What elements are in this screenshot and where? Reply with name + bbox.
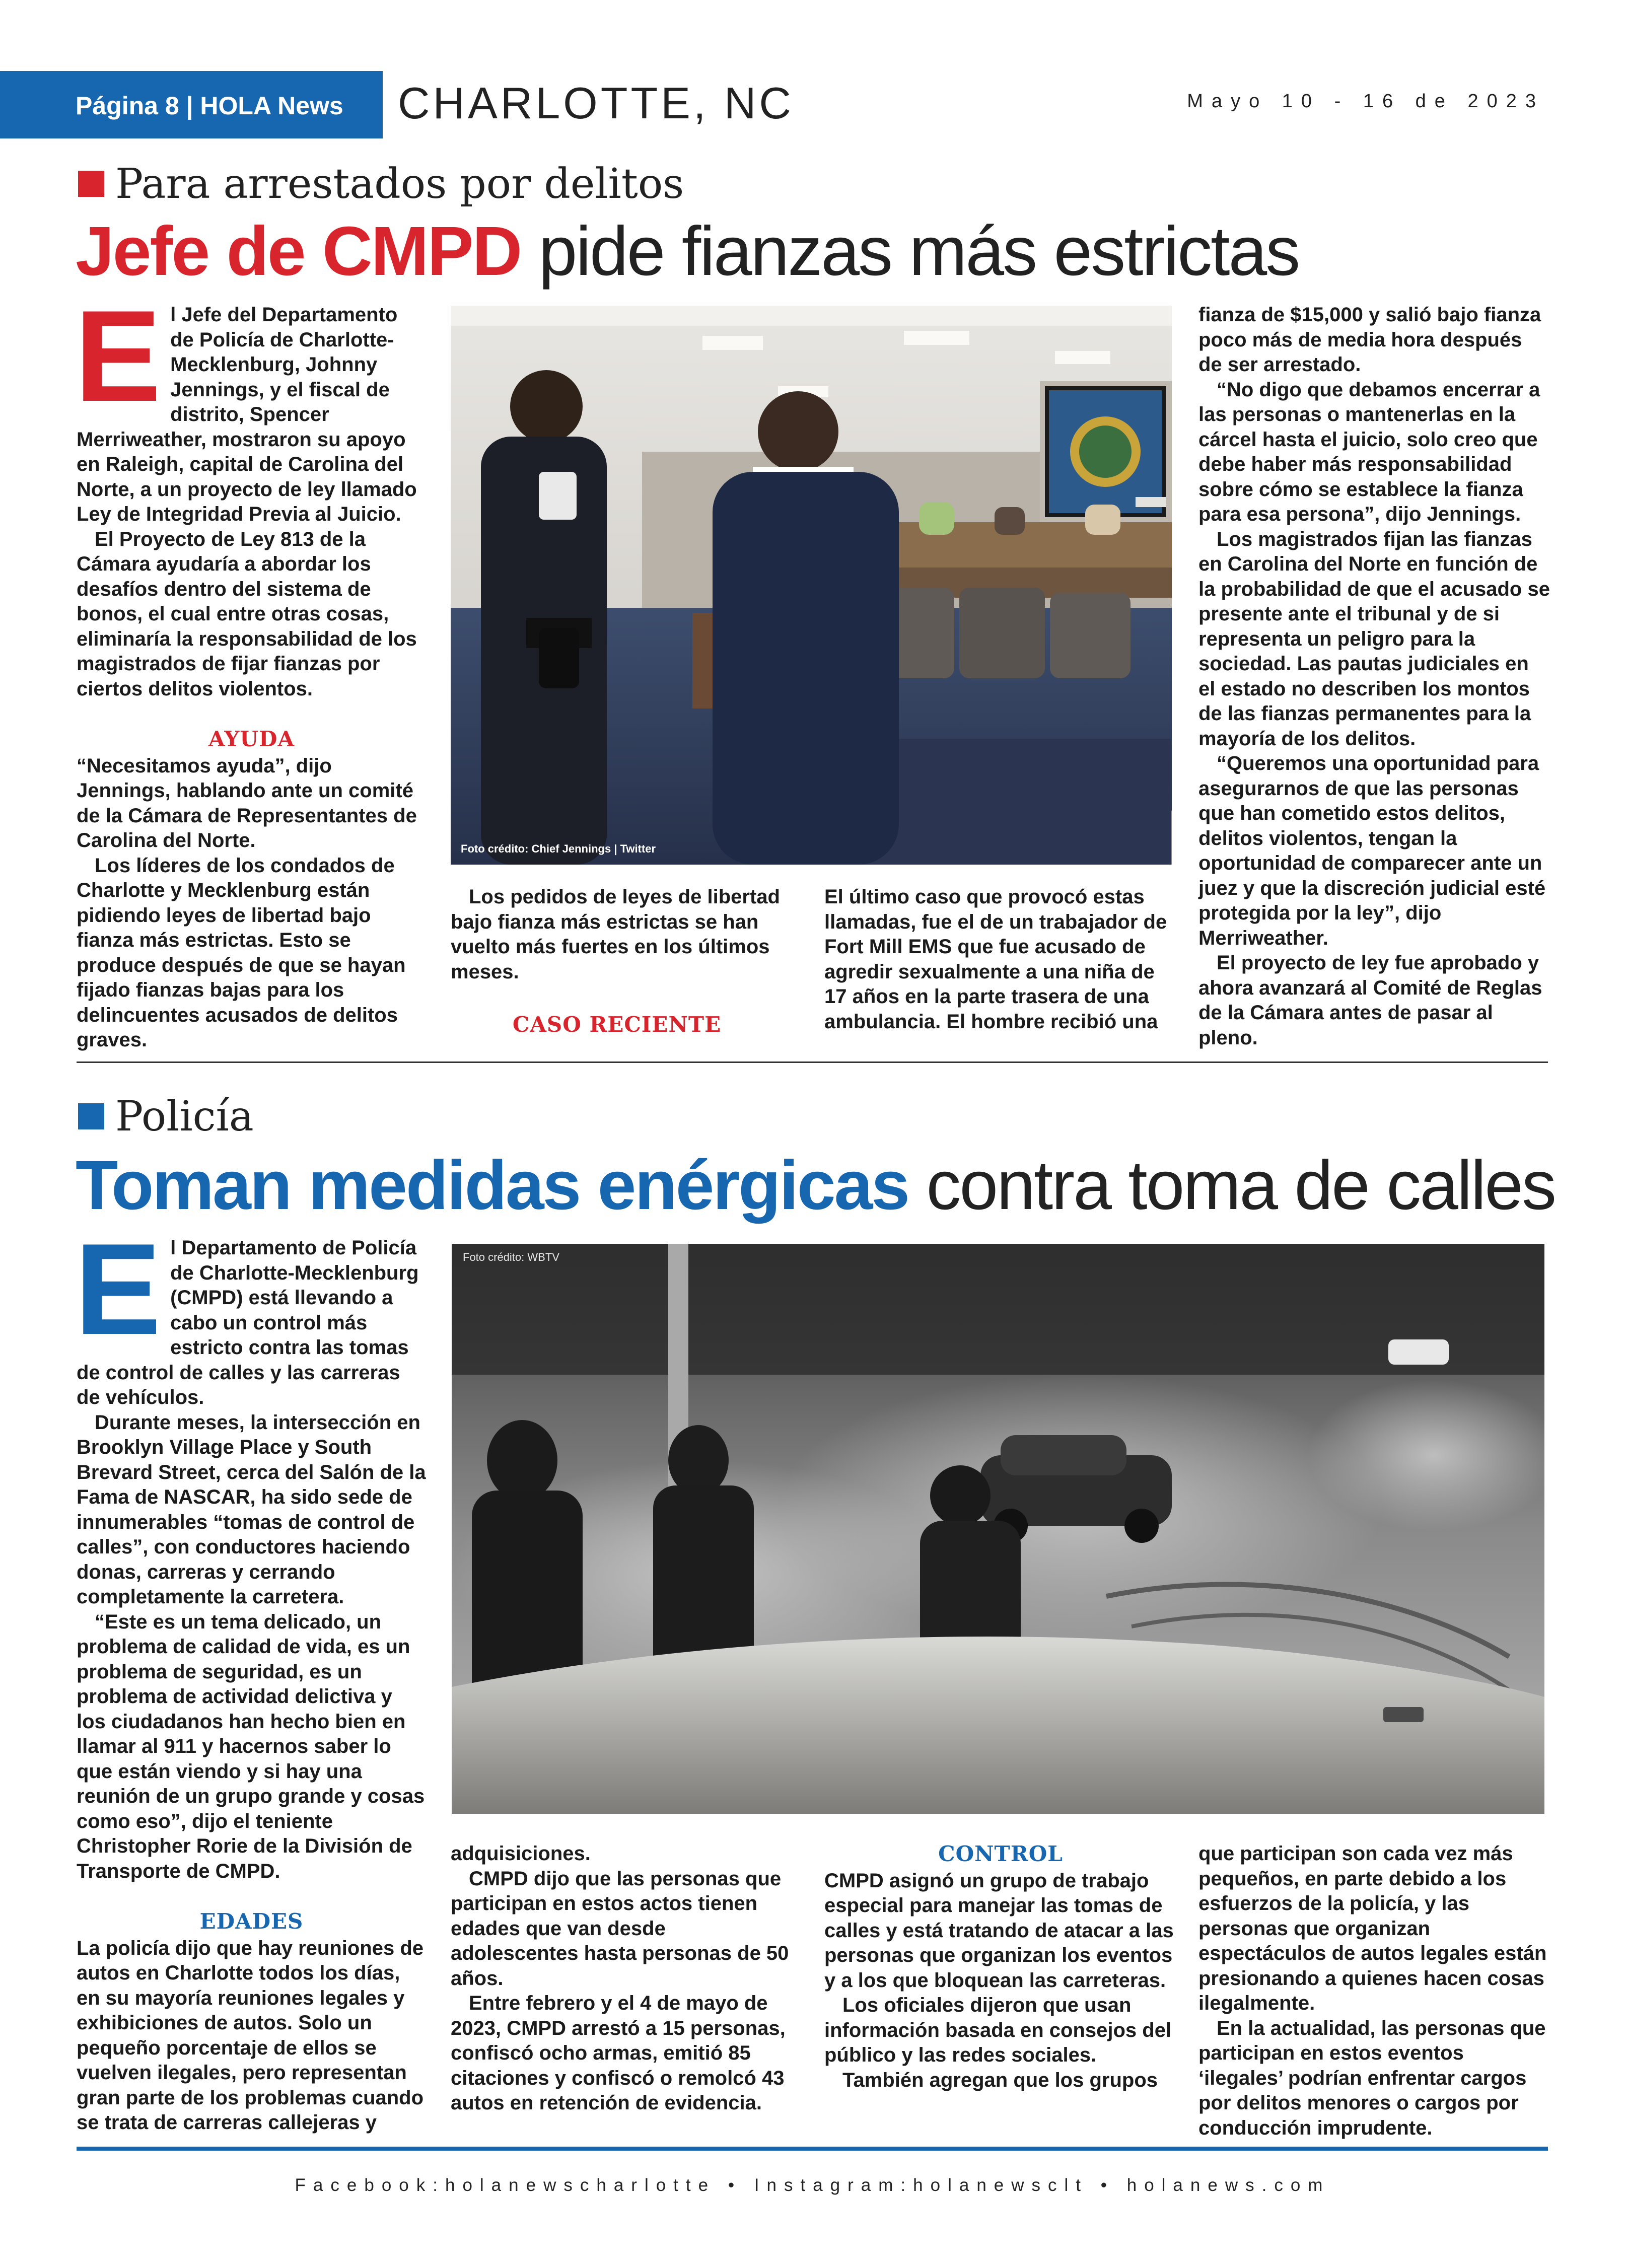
blue-square-icon [78,1103,104,1129]
street-takeover-photo [452,1244,1544,1814]
article2-kicker: Policía [78,1093,254,1141]
page-label: Página 8 | HOLA News [76,92,343,120]
dropcap-e: E [75,283,162,429]
committee-room-photo [451,306,1172,865]
article2-column-3: CONTROL CMPD asignó un grupo de trabajo especial para manejar las tomas de calles y está tratando de atacar a las personas que organizan los eventos y a los que bloquean las carreteras. Los oficiales dijeron que usan información basada en consejos del público y las redes sociales. También agregan que los grupos [824,1841,1177,2093]
article1-column-3: El último caso que provocó estas llamadas, fue el de un trabajador de Fort Mill EMS que fue acusado de agredir sexualmente a una niña de 17 años en la parte trasera de una ambulancia. El hombre recibió una [824,886,1167,1033]
photo-illustration [451,306,1172,865]
subhead-ayuda: AYUDA [208,727,295,751]
subhead-edades: EDADES [199,1909,304,1934]
article2-column-4: que participan son cada vez más pequeños, en parte debido a los esfuerzos de la policía, y las personas que organizan espectáculos de autos legales están presionando a quienes hacen cosas ilegalmente. En la actualidad, las personas que participan en estos eventos ‘ilegales’ podrían enfrentar cargos por delitos menores o cargos por conducción imprudente. [1198,1842,1547,2139]
subhead-control: CONTROL [938,1841,1063,1866]
footer-rule [77,2147,1548,2151]
page-number-tab [0,71,383,138]
subhead-caso-reciente: CASO RECIENTE [512,1012,722,1037]
photo1-credit: Foto crédito: Chief Jennings | Twitter [461,842,656,855]
photo2-credit: Foto crédito: WBTV [463,1251,559,1263]
photo-illustration [452,1244,1544,1814]
article2-column-2: adquisiciones. CMPD dijo que las personas que participan en estos actos tienen edades que van desde adolescentes hasta personas de 50 años. Entre febrero y el 4 de mayo de 2023, CMPD arrestó a 15 personas, confiscó ocho armas, emitió 85 citaciones y confiscó o remolcó 43 autos en retención de evidencia. [451,1842,789,2114]
dropcap-e: E [75,1216,162,1362]
section-city: CHARLOTTE, NC [398,78,794,128]
article2-headline: Toman medidas enérgicas contra toma de calles [76,1147,1556,1224]
article1-headline: Jefe de CMPD pide fianzas más estrictas [76,212,1299,290]
red-square-icon [78,171,104,197]
section-divider [77,1061,1548,1063]
article1-column-4: fianza de $15,000 y salió bajo fianza poco más de media hora después de ser arrestado. “No digo que debamos encerrar a las personas o mantenerlas en la cárcel hasta el juicio, solo creo que debe haber más responsabilidad sobre cómo se establece la fianza para esa persona”, dijo Jennings. Los magistrados fijan las fianzas en Carolina del Norte en función de la probabilidad de que el acusado se presente ante el tribunal y de si representa un peligro para la sociedad. Las pautas judiciales en el estado no describen los montos de las fianzas permanentes para la mayoría de los delitos. “Queremos una oportunidad para asegurarnos de que las personas que han cometido estos delitos, delitos violentos, tengan la oportunidad de comparecer ante un juez y que la discreción judicial esté protegida por la ley”, dijo Merriweather. El proyecto de ley fue aprobado y ahora avanzará al Comité de Reglas de la Cámara antes de pasar al pleno. [1198,304,1550,1049]
footer-social-links: Facebook:holanewscharlotte • Instagram:holanewsclt • holanews.com [295,2175,1330,2195]
article1-column-1: El Jefe del Departamento de Policía de Charlotte-Mecklenburg, Johnny Jennings, y el fiscal de distrito, Spencer Merriweather, mostraron su apoyo en Raleigh, capital de Carolina del Norte, a un proyecto de ley llamado Ley de Integridad Previa al Juicio. El Proyecto de Ley 813 de la Cámara ayudaría a abordar los desafíos dentro del sistema de bonos, el cual entre otras cosas, eliminaría la responsabilidad de los magistrados de fijar fianzas por ciertos delitos violentos. AYUDA “Necesitamos ayuda”, dijo Jennings, hablando ante un comité de la Cámara de Representantes de Carolina del Norte. Los líderes de los condados de Charlotte y Mecklenburg están pidiendo leyes de libertad bajo fianza más estrictas. Esto se produce después de que se hayan fijado fianzas bajas para los delincuentes acusados de delitos graves. [77,303,427,1053]
article1-column-2: Los pedidos de leyes de libertad bajo fianza más estrictas se han vuelto más fuertes en los últimos meses. CASO RECIENTE [451,885,783,1039]
issue-date: Mayo 10 - 16 de 2023 [1187,91,1544,112]
article1-kicker: Para arrestados por delitos [78,160,684,208]
article2-column-1: El Departamento de Policía de Charlotte-Mecklenburg (CMPD) está llevando a cabo un control más estricto contra las tomas de control de calles y las carreras de vehículos. Durante meses, la intersección en Brooklyn Village Place y South Brevard Street, cerca del Salón de la Fama de NASCAR, ha sido sede de innumerables “tomas de control de calles”, con conductores haciendo donas, carreras y cerrando completamente la carretera. “Este es un tema delicado, un problema de calidad de vida, es un problema de seguridad, es un problema de actividad delictiva y los ciudadanos han hecho bien en llamar al 911 y hacernos saber lo que están viendo y si hay una reunión de un grupo grande y cosas como eso”, dijo el teniente Christopher Rorie de la División de Transporte de CMPD. EDADES La policía dijo que hay reuniones de autos en Charlotte todos los días, en su mayoría reuniones legales y exhibiciones de autos. Solo un pequeño porcentaje de ellos se vuelven ilegales, pero representan gran parte de los problemas cuando se trata de carreras callejeras y [75,1216,426,2134]
